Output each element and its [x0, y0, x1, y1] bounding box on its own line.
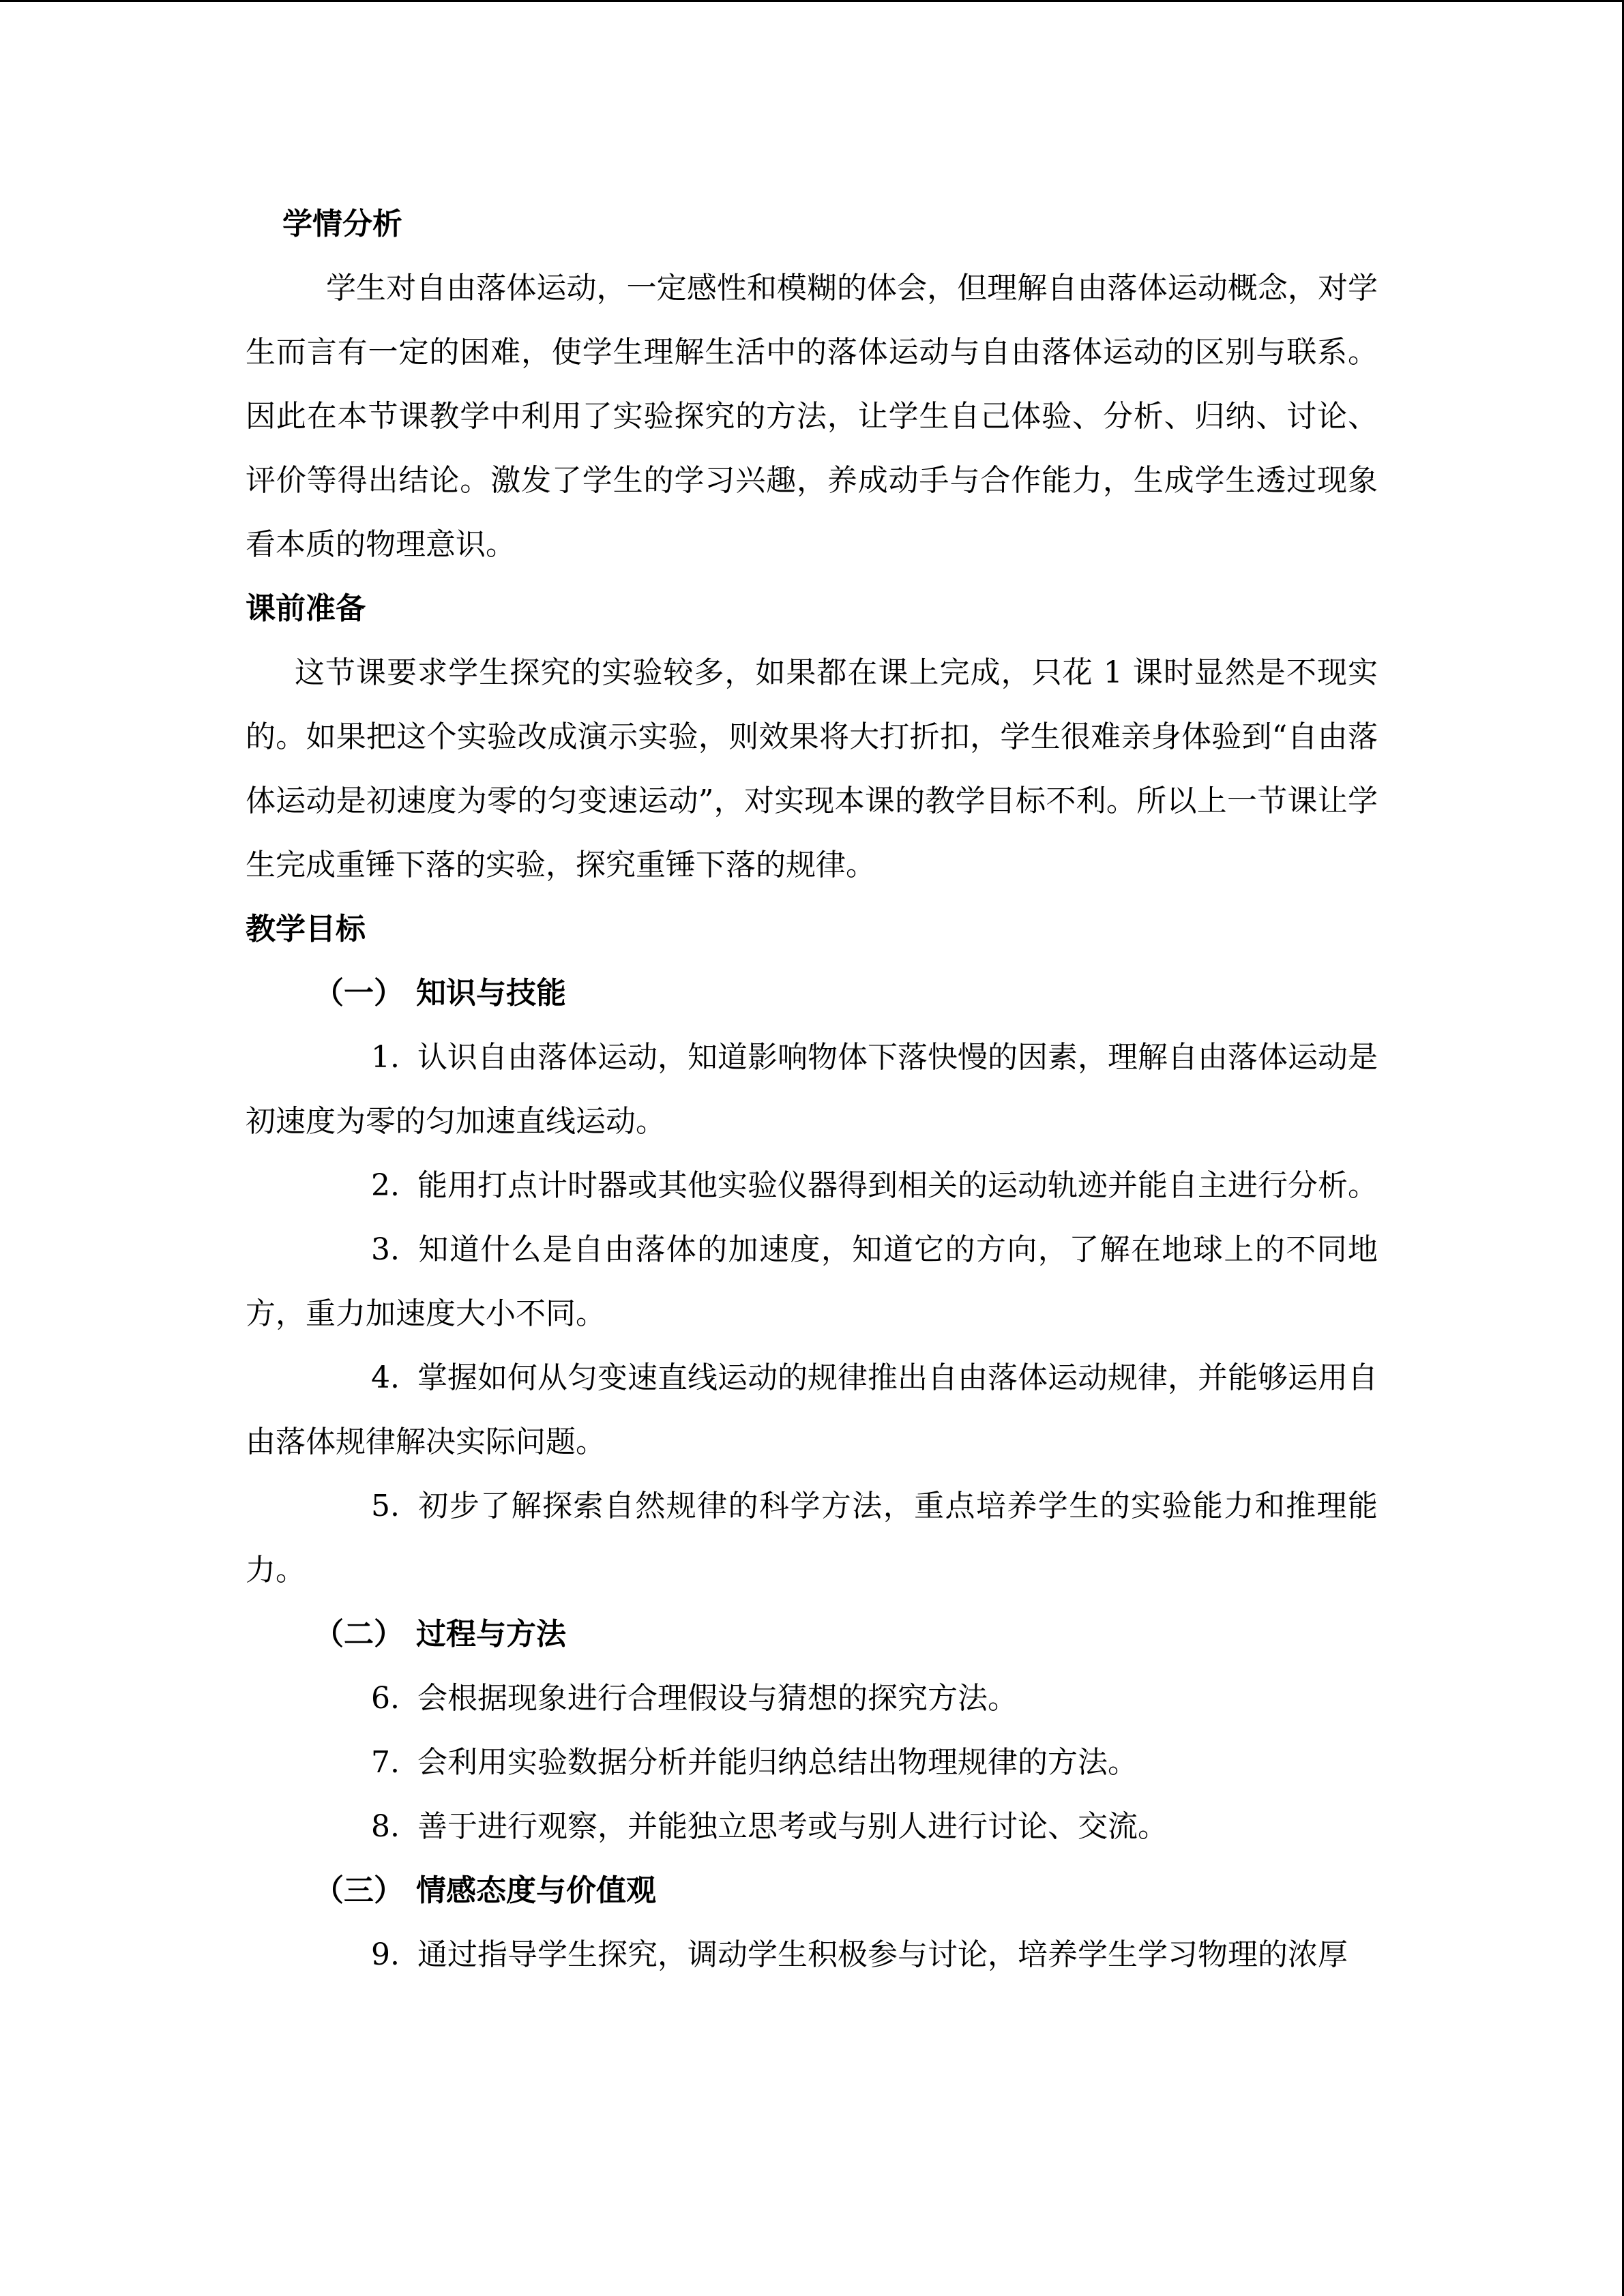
objective-item [246, 1154, 1378, 1218]
objective-group-number: （三） [314, 1873, 404, 1908]
objective-item-number: 7. [371, 1745, 400, 1780]
objective-item [246, 1218, 1378, 1346]
objective-item-number: 2. [371, 1168, 400, 1203]
section-title-analysis: 学情分析 [282, 207, 402, 241]
document-body [246, 192, 1378, 1987]
objective-item [246, 1667, 1378, 1731]
analysis-paragraph: 学生对自由落体运动，一定感性和模糊的体会，但理解自由落体运动概念，对学生而言有一定的困难，使学生理解生活中的落体运动与自由落体运动的区别与联系。因此在本节课教学中利用了实验探究的方法，让学生自己体验、分析、归纳、讨论、评价等得出结论。激发了学生的学习兴趣，养成动手与合作能力，生成学生透过现象看本质的物理意识。 [246, 271, 1378, 562]
objective-item-text: 初步了解探索自然规律的科学方法，重点培养学生的实验能力和推理能力。 [246, 1489, 1378, 1587]
objective-item-number: 1. [371, 1040, 400, 1075]
objective-item-text: 善于进行观察，并能独立思考或与别人进行讨论、交流。 [417, 1809, 1168, 1844]
objective-group-knowledge [246, 961, 1378, 1026]
objective-item-text: 能用打点计时器或其他实验仪器得到相关的运动轨迹并能自主进行分析。 [417, 1168, 1378, 1203]
preparation-paragraph: 这节课要求学生探究的实验较多，如果都在课上完成，只花 1 课时显然是不现实的。如果把这个实验改成演示实验，则效果将大打折扣，学生很难亲身体验到“自由落体运动是初速度为零的匀变速运动”，对实现本课的教学目标不利。所以上一节课让学生完成重锤下落的实验，探究重锤下落的规律。 [246, 655, 1378, 882]
objective-item-text: 会利用实验数据分析并能归纳总结出物理规律的方法。 [417, 1745, 1138, 1780]
objective-item-number: 8. [371, 1809, 400, 1844]
objective-group-title: 过程与方法 [416, 1617, 566, 1652]
objective-item-text: 认识自由落体运动，知道影响物体下落快慢的因素，理解自由落体运动是初速度为零的匀加速直线运动。 [246, 1040, 1378, 1139]
objective-group-number: （二） [314, 1617, 404, 1652]
objective-item-number: 4. [371, 1360, 400, 1395]
section-title-objectives: 教学目标 [246, 912, 366, 946]
objective-item-number: 9. [371, 1937, 400, 1972]
objective-group-number: （一） [314, 976, 404, 1011]
objective-item [246, 1026, 1378, 1154]
objective-group-title: 情感态度与价值观 [416, 1873, 656, 1908]
objective-group-process [246, 1602, 1378, 1667]
objective-item [246, 1474, 1378, 1602]
section-title-preparation: 课前准备 [246, 591, 366, 626]
page-border-top [0, 0, 1624, 2]
objective-item-number: 5. [371, 1489, 400, 1523]
objective-item-text: 知道什么是自由落体的加速度，知道它的方向，了解在地球上的不同地方，重力加速度大小不同。 [246, 1232, 1378, 1331]
objective-item-text: 会根据现象进行合理假设与猜想的探究方法。 [417, 1681, 1018, 1716]
objective-item [246, 1731, 1378, 1795]
objective-item [246, 1795, 1378, 1859]
objective-item-text: 掌握如何从匀变速直线运动的规律推出自由落体运动规律，并能够运用自由落体规律解决实际问题。 [246, 1360, 1378, 1459]
objective-item-text: 通过指导学生探究，调动学生积极参与讨论，培养学生学习物理的浓厚 [417, 1937, 1348, 1972]
objective-item [246, 1346, 1378, 1474]
objective-group-attitude [246, 1859, 1378, 1923]
objective-item-number: 3. [371, 1232, 400, 1267]
objective-item-number: 6. [371, 1681, 400, 1716]
objective-group-title: 知识与技能 [416, 976, 566, 1011]
objective-item [246, 1923, 1378, 1987]
